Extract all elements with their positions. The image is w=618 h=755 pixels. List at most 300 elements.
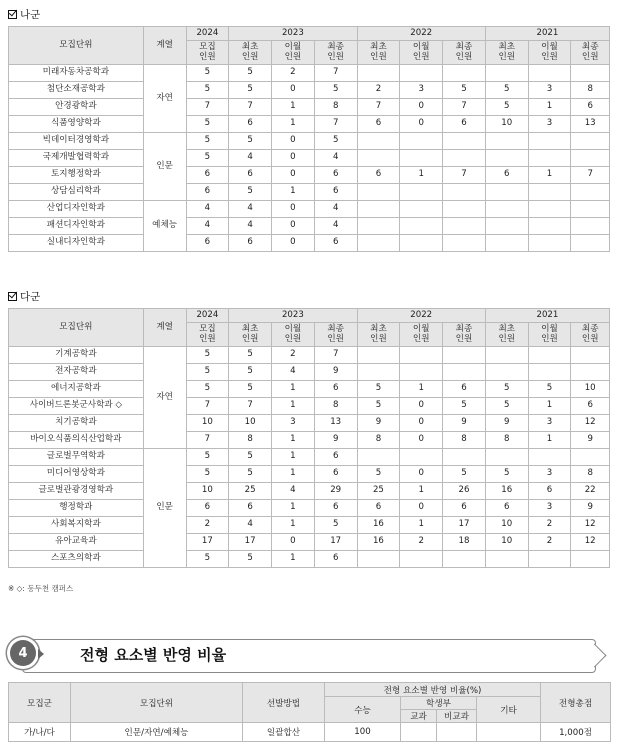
section-label: 나군 bbox=[20, 8, 41, 21]
cell-value: 6 bbox=[571, 99, 610, 116]
cell-value: 0 bbox=[272, 133, 315, 150]
cell-value: 6 bbox=[443, 381, 486, 398]
footnote: ※ ◇: 동두천 캠퍼스 bbox=[8, 584, 74, 593]
cell-value: 2 bbox=[186, 517, 229, 534]
cell-value: 5 bbox=[485, 99, 528, 116]
cell-value: 5 bbox=[186, 364, 229, 381]
cell-value: 17 bbox=[229, 534, 272, 551]
cell-value bbox=[485, 551, 528, 568]
header-year: 2023 bbox=[229, 309, 357, 323]
cell-value: 10 bbox=[186, 483, 229, 500]
cell-value: 0 bbox=[272, 218, 315, 235]
cell-value: 4 bbox=[272, 483, 315, 500]
cell-value bbox=[528, 133, 571, 150]
cell-value: 5 bbox=[357, 381, 400, 398]
cell-value: 5 bbox=[186, 551, 229, 568]
header-group: 모집군 bbox=[9, 683, 71, 723]
cell-value bbox=[571, 218, 610, 235]
cell-value bbox=[485, 150, 528, 167]
table-row bbox=[9, 133, 610, 150]
header-sub: 최초 인원 bbox=[229, 41, 272, 65]
cell-other bbox=[477, 723, 541, 742]
ratio-table bbox=[8, 682, 611, 742]
cell-value: 7 bbox=[314, 347, 357, 364]
cell-value: 7 bbox=[443, 99, 486, 116]
header-ratio: 전형 요소별 반영 비율(%) bbox=[325, 683, 541, 697]
cell-value bbox=[485, 364, 528, 381]
section-heading-da bbox=[8, 288, 40, 304]
cell-value bbox=[528, 364, 571, 381]
cell-value bbox=[485, 65, 528, 82]
cell-value bbox=[357, 201, 400, 218]
cell-value bbox=[400, 449, 443, 466]
cell-unit: 글로벌무역학과 bbox=[9, 449, 144, 466]
cell-value: 3 bbox=[528, 500, 571, 517]
cell-value: 5 bbox=[186, 65, 229, 82]
cell-subject bbox=[401, 723, 437, 742]
table-row bbox=[9, 235, 610, 252]
cell-method: 일괄합산 bbox=[243, 723, 325, 742]
cell-value: 16 bbox=[357, 517, 400, 534]
cell-value: 3 bbox=[528, 415, 571, 432]
header-sub: 이월 인원 bbox=[272, 41, 315, 65]
table-row bbox=[9, 150, 610, 167]
cell-value bbox=[528, 65, 571, 82]
header-unit: 모집단위 bbox=[71, 683, 243, 723]
cell-field: 인문 bbox=[143, 133, 186, 201]
cell-unit: 식품영양학과 bbox=[9, 116, 144, 133]
table-row bbox=[9, 184, 610, 201]
cell-value: 2 bbox=[400, 534, 443, 551]
cell-value: 1 bbox=[272, 99, 315, 116]
header-record: 학생부 bbox=[401, 697, 477, 710]
cell-value: 13 bbox=[571, 116, 610, 133]
cell-value bbox=[400, 347, 443, 364]
cell-value: 1 bbox=[272, 398, 315, 415]
header-sub: 최종 인원 bbox=[571, 41, 610, 65]
cell-value bbox=[400, 65, 443, 82]
cell-value: 5 bbox=[314, 82, 357, 99]
cell-value: 1 bbox=[272, 116, 315, 133]
cell-value: 8 bbox=[229, 432, 272, 449]
cell-value: 1 bbox=[528, 99, 571, 116]
cell-value: 6 bbox=[443, 116, 486, 133]
cell-value bbox=[357, 218, 400, 235]
cell-value bbox=[357, 364, 400, 381]
cell-value bbox=[443, 133, 486, 150]
cell-value bbox=[443, 218, 486, 235]
cell-value: 1 bbox=[528, 398, 571, 415]
cell-suneung: 100 bbox=[325, 723, 401, 742]
cell-value: 5 bbox=[229, 184, 272, 201]
cell-value: 1 bbox=[272, 551, 315, 568]
cell-value: 18 bbox=[443, 534, 486, 551]
cell-value: 9 bbox=[443, 415, 486, 432]
cell-value: 6 bbox=[314, 235, 357, 252]
cell-value: 5 bbox=[186, 133, 229, 150]
cell-value: 6 bbox=[314, 500, 357, 517]
header-sub: 이월 인원 bbox=[400, 41, 443, 65]
table-row bbox=[9, 500, 610, 517]
table-row bbox=[9, 483, 610, 500]
cell-value: 12 bbox=[571, 415, 610, 432]
cell-value: 5 bbox=[443, 466, 486, 483]
cell-value bbox=[571, 364, 610, 381]
cell-value: 0 bbox=[400, 116, 443, 133]
table-row bbox=[9, 167, 610, 184]
cell-value: 8 bbox=[314, 99, 357, 116]
cell-value: 6 bbox=[528, 483, 571, 500]
cell-value: 4 bbox=[314, 150, 357, 167]
table-row bbox=[9, 398, 610, 415]
cell-value bbox=[443, 235, 486, 252]
cell-value: 8 bbox=[571, 466, 610, 483]
cell-value bbox=[485, 235, 528, 252]
cell-value: 6 bbox=[229, 116, 272, 133]
cell-unit: 치기공학과 bbox=[9, 415, 144, 432]
cell-value: 22 bbox=[571, 483, 610, 500]
header-other: 기타 bbox=[477, 697, 541, 723]
cell-value bbox=[443, 347, 486, 364]
cell-value: 5 bbox=[229, 381, 272, 398]
banner-title: 전형 요소별 반영 비율 bbox=[80, 646, 227, 664]
header-total: 전형총점 bbox=[541, 683, 611, 723]
cell-value: 7 bbox=[443, 167, 486, 184]
cell-value: 1 bbox=[400, 167, 443, 184]
header-sub: 최종 인원 bbox=[443, 41, 486, 65]
cell-value: 13 bbox=[314, 415, 357, 432]
cell-value bbox=[571, 150, 610, 167]
recruit-table-na bbox=[8, 26, 610, 252]
cell-value: 5 bbox=[186, 82, 229, 99]
table-row bbox=[9, 201, 610, 218]
cell-value: 7 bbox=[571, 167, 610, 184]
cell-value: 9 bbox=[571, 500, 610, 517]
cell-value bbox=[357, 150, 400, 167]
cell-group: 가/나/다 bbox=[9, 723, 71, 742]
cell-value bbox=[571, 201, 610, 218]
cell-unit: 기계공학과 bbox=[9, 347, 144, 364]
cell-value: 9 bbox=[314, 364, 357, 381]
header-sub: 최초 인원 bbox=[357, 323, 400, 347]
cell-value bbox=[357, 347, 400, 364]
cell-value: 7 bbox=[186, 99, 229, 116]
header-sub: 최종 인원 bbox=[443, 323, 486, 347]
cell-field: 예체능 bbox=[143, 201, 186, 252]
cell-field: 자연 bbox=[143, 65, 186, 133]
cell-value: 8 bbox=[443, 432, 486, 449]
table-row bbox=[9, 82, 610, 99]
cell-value: 1 bbox=[400, 483, 443, 500]
cell-value bbox=[571, 184, 610, 201]
cell-value: 5 bbox=[357, 466, 400, 483]
cell-value bbox=[443, 201, 486, 218]
cell-value: 4 bbox=[272, 364, 315, 381]
cell-value: 6 bbox=[314, 551, 357, 568]
cell-value: 5 bbox=[229, 551, 272, 568]
cell-value: 7 bbox=[357, 99, 400, 116]
header-sub: 최초 인원 bbox=[357, 41, 400, 65]
cell-value bbox=[528, 218, 571, 235]
cell-unit: 사회복지학과 bbox=[9, 517, 144, 534]
cell-value: 5 bbox=[485, 466, 528, 483]
header-unit: 모집단위 bbox=[9, 309, 144, 347]
cell-value: 6 bbox=[571, 398, 610, 415]
cell-value: 16 bbox=[485, 483, 528, 500]
table-row bbox=[9, 116, 610, 133]
header-sub: 모집 인원 bbox=[186, 323, 229, 347]
cell-value: 7 bbox=[229, 398, 272, 415]
header-year: 2023 bbox=[229, 27, 357, 41]
table-row bbox=[9, 551, 610, 568]
cell-value bbox=[528, 150, 571, 167]
cell-unit: 미디어영상학과 bbox=[9, 466, 144, 483]
recruit-table-da bbox=[8, 308, 610, 568]
cell-value: 1 bbox=[272, 517, 315, 534]
header-sub: 최종 인원 bbox=[571, 323, 610, 347]
cell-value bbox=[528, 449, 571, 466]
cell-value: 6 bbox=[314, 184, 357, 201]
section-heading-na bbox=[8, 6, 40, 22]
cell-value: 5 bbox=[186, 150, 229, 167]
cell-value: 5 bbox=[186, 449, 229, 466]
header-nonsubject: 비교과 bbox=[437, 710, 477, 723]
cell-value: 17 bbox=[443, 517, 486, 534]
cell-unit: 패션디자인학과 bbox=[9, 218, 144, 235]
cell-value: 2 bbox=[357, 82, 400, 99]
cell-value: 25 bbox=[229, 483, 272, 500]
cell-value: 10 bbox=[485, 116, 528, 133]
cell-value bbox=[357, 133, 400, 150]
cell-unit: 빅데이터경영학과 bbox=[9, 133, 144, 150]
cell-value: 4 bbox=[186, 218, 229, 235]
header-sub: 이월 인원 bbox=[528, 41, 571, 65]
table-header bbox=[9, 27, 610, 65]
cell-value: 1 bbox=[272, 432, 315, 449]
cell-value: 17 bbox=[314, 534, 357, 551]
cell-value bbox=[528, 235, 571, 252]
cell-value: 6 bbox=[357, 500, 400, 517]
cell-value: 5 bbox=[485, 398, 528, 415]
table-row bbox=[9, 364, 610, 381]
cell-value: 4 bbox=[229, 150, 272, 167]
table-body bbox=[9, 347, 610, 568]
section-banner bbox=[8, 634, 604, 676]
cell-value: 0 bbox=[272, 534, 315, 551]
cell-value: 12 bbox=[571, 517, 610, 534]
cell-value: 2 bbox=[272, 65, 315, 82]
cell-value: 5 bbox=[314, 133, 357, 150]
cell-value bbox=[485, 201, 528, 218]
cell-value: 7 bbox=[186, 398, 229, 415]
cell-value: 12 bbox=[571, 534, 610, 551]
cell-value bbox=[571, 133, 610, 150]
cell-value: 6 bbox=[186, 184, 229, 201]
cell-unit: 미래자동차공학과 bbox=[9, 65, 144, 82]
header-suneung: 수능 bbox=[325, 697, 401, 723]
cell-value: 5 bbox=[229, 133, 272, 150]
cell-value: 7 bbox=[186, 432, 229, 449]
header-field: 계열 bbox=[143, 27, 186, 65]
cell-value: 0 bbox=[272, 82, 315, 99]
cell-unit: 실내디자인학과 bbox=[9, 235, 144, 252]
cell-value: 6 bbox=[443, 500, 486, 517]
table-row bbox=[9, 381, 610, 398]
banner-number: 4 bbox=[10, 640, 36, 666]
table-row bbox=[9, 466, 610, 483]
header-unit: 모집단위 bbox=[9, 27, 144, 65]
cell-value: 1 bbox=[528, 432, 571, 449]
cell-value: 0 bbox=[272, 235, 315, 252]
cell-value: 6 bbox=[186, 235, 229, 252]
header-subject: 교과 bbox=[401, 710, 437, 723]
header-year: 2021 bbox=[485, 27, 609, 41]
cell-value: 1 bbox=[272, 449, 315, 466]
cell-value: 3 bbox=[400, 82, 443, 99]
cell-value: 6 bbox=[314, 449, 357, 466]
cell-value: 5 bbox=[186, 381, 229, 398]
cell-value bbox=[443, 184, 486, 201]
cell-value bbox=[400, 551, 443, 568]
cell-value bbox=[485, 184, 528, 201]
cell-value bbox=[443, 449, 486, 466]
cell-value: 10 bbox=[485, 534, 528, 551]
cell-unit: 유아교육과 bbox=[9, 534, 144, 551]
cell-value: 5 bbox=[229, 82, 272, 99]
cell-value bbox=[443, 551, 486, 568]
header-sub: 최초 인원 bbox=[229, 323, 272, 347]
cell-value: 0 bbox=[272, 150, 315, 167]
cell-value: 2 bbox=[528, 517, 571, 534]
cell-value: 5 bbox=[229, 466, 272, 483]
cell-value bbox=[400, 218, 443, 235]
banner-arrow-icon bbox=[38, 649, 44, 659]
cell-value: 3 bbox=[528, 116, 571, 133]
cell-value: 6 bbox=[357, 167, 400, 184]
cell-unit: 에너지공학과 bbox=[9, 381, 144, 398]
cell-unit: 산업디자인학과 bbox=[9, 201, 144, 218]
table-row bbox=[9, 432, 610, 449]
cell-value bbox=[528, 347, 571, 364]
header-sub: 최종 인원 bbox=[314, 323, 357, 347]
cell-value bbox=[400, 235, 443, 252]
cell-value: 26 bbox=[443, 483, 486, 500]
cell-value: 0 bbox=[400, 99, 443, 116]
cell-value: 5 bbox=[528, 381, 571, 398]
cell-value: 6 bbox=[357, 116, 400, 133]
cell-unit: 국제개발협력학과 bbox=[9, 150, 144, 167]
cell-value bbox=[400, 133, 443, 150]
cell-value bbox=[485, 133, 528, 150]
header-sub: 최종 인원 bbox=[314, 41, 357, 65]
header-year: 2024 bbox=[186, 309, 229, 323]
cell-value bbox=[443, 65, 486, 82]
cell-value bbox=[443, 150, 486, 167]
cell-value: 4 bbox=[314, 201, 357, 218]
cell-unit: 사이버드론봇군사학과 ◇ bbox=[9, 398, 144, 415]
cell-unit: 글로벌관광경영학과 bbox=[9, 483, 144, 500]
cell-value: 5 bbox=[229, 449, 272, 466]
header-method: 선발방법 bbox=[243, 683, 325, 723]
cell-value: 25 bbox=[357, 483, 400, 500]
header-sub: 최초 인원 bbox=[485, 323, 528, 347]
cell-value: 8 bbox=[357, 432, 400, 449]
cell-value: 5 bbox=[443, 398, 486, 415]
cell-unit: 바이오식품의식산업학과 bbox=[9, 432, 144, 449]
cell-value: 6 bbox=[314, 381, 357, 398]
header-field: 계열 bbox=[143, 309, 186, 347]
cell-value bbox=[571, 449, 610, 466]
cell-value: 5 bbox=[443, 82, 486, 99]
cell-value: 2 bbox=[528, 534, 571, 551]
cell-value: 9 bbox=[357, 415, 400, 432]
cell-value: 10 bbox=[186, 415, 229, 432]
header-sub: 최초 인원 bbox=[485, 41, 528, 65]
cell-value: 4 bbox=[229, 201, 272, 218]
cell-value: 5 bbox=[229, 65, 272, 82]
cell-value: 0 bbox=[400, 432, 443, 449]
cell-value: 5 bbox=[229, 364, 272, 381]
cell-unit: 전자공학과 bbox=[9, 364, 144, 381]
cell-value: 1 bbox=[272, 466, 315, 483]
cell-value bbox=[443, 364, 486, 381]
cell-value: 17 bbox=[186, 534, 229, 551]
table-row bbox=[9, 218, 610, 235]
cell-value bbox=[400, 150, 443, 167]
cell-value: 10 bbox=[571, 381, 610, 398]
section-label: 다군 bbox=[20, 290, 41, 303]
cell-value bbox=[528, 201, 571, 218]
cell-value: 9 bbox=[571, 432, 610, 449]
cell-value: 4 bbox=[229, 517, 272, 534]
cell-value: 5 bbox=[186, 116, 229, 133]
cell-unit: 스포츠의학과 bbox=[9, 551, 144, 568]
cell-value: 4 bbox=[314, 218, 357, 235]
cell-value bbox=[357, 449, 400, 466]
cell-unit: 토지행정학과 bbox=[9, 167, 144, 184]
checkbox-icon bbox=[8, 10, 17, 19]
cell-value: 9 bbox=[485, 415, 528, 432]
header-year: 2022 bbox=[357, 309, 485, 323]
cell-value: 6 bbox=[314, 466, 357, 483]
cell-value: 6 bbox=[314, 167, 357, 184]
cell-unit: 안경광학과 bbox=[9, 99, 144, 116]
cell-value: 0 bbox=[400, 466, 443, 483]
cell-value: 3 bbox=[528, 466, 571, 483]
cell-value: 6 bbox=[485, 500, 528, 517]
table-row bbox=[9, 347, 610, 364]
cell-value: 0 bbox=[272, 167, 315, 184]
header-year: 2024 bbox=[186, 27, 229, 41]
header-sub: 이월 인원 bbox=[400, 323, 443, 347]
cell-unit: 상담심리학과 bbox=[9, 184, 144, 201]
cell-value bbox=[528, 551, 571, 568]
table-row bbox=[9, 449, 610, 466]
cell-value: 2 bbox=[272, 347, 315, 364]
cell-value: 6 bbox=[229, 500, 272, 517]
table-body bbox=[9, 65, 610, 252]
cell-value bbox=[528, 184, 571, 201]
cell-field: 자연 bbox=[143, 347, 186, 449]
cell-value bbox=[400, 184, 443, 201]
cell-value: 0 bbox=[400, 398, 443, 415]
cell-value: 5 bbox=[357, 398, 400, 415]
header-sub: 이월 인원 bbox=[272, 323, 315, 347]
cell-value bbox=[357, 235, 400, 252]
cell-value bbox=[571, 347, 610, 364]
cell-value: 1 bbox=[272, 381, 315, 398]
cell-value: 1 bbox=[528, 167, 571, 184]
